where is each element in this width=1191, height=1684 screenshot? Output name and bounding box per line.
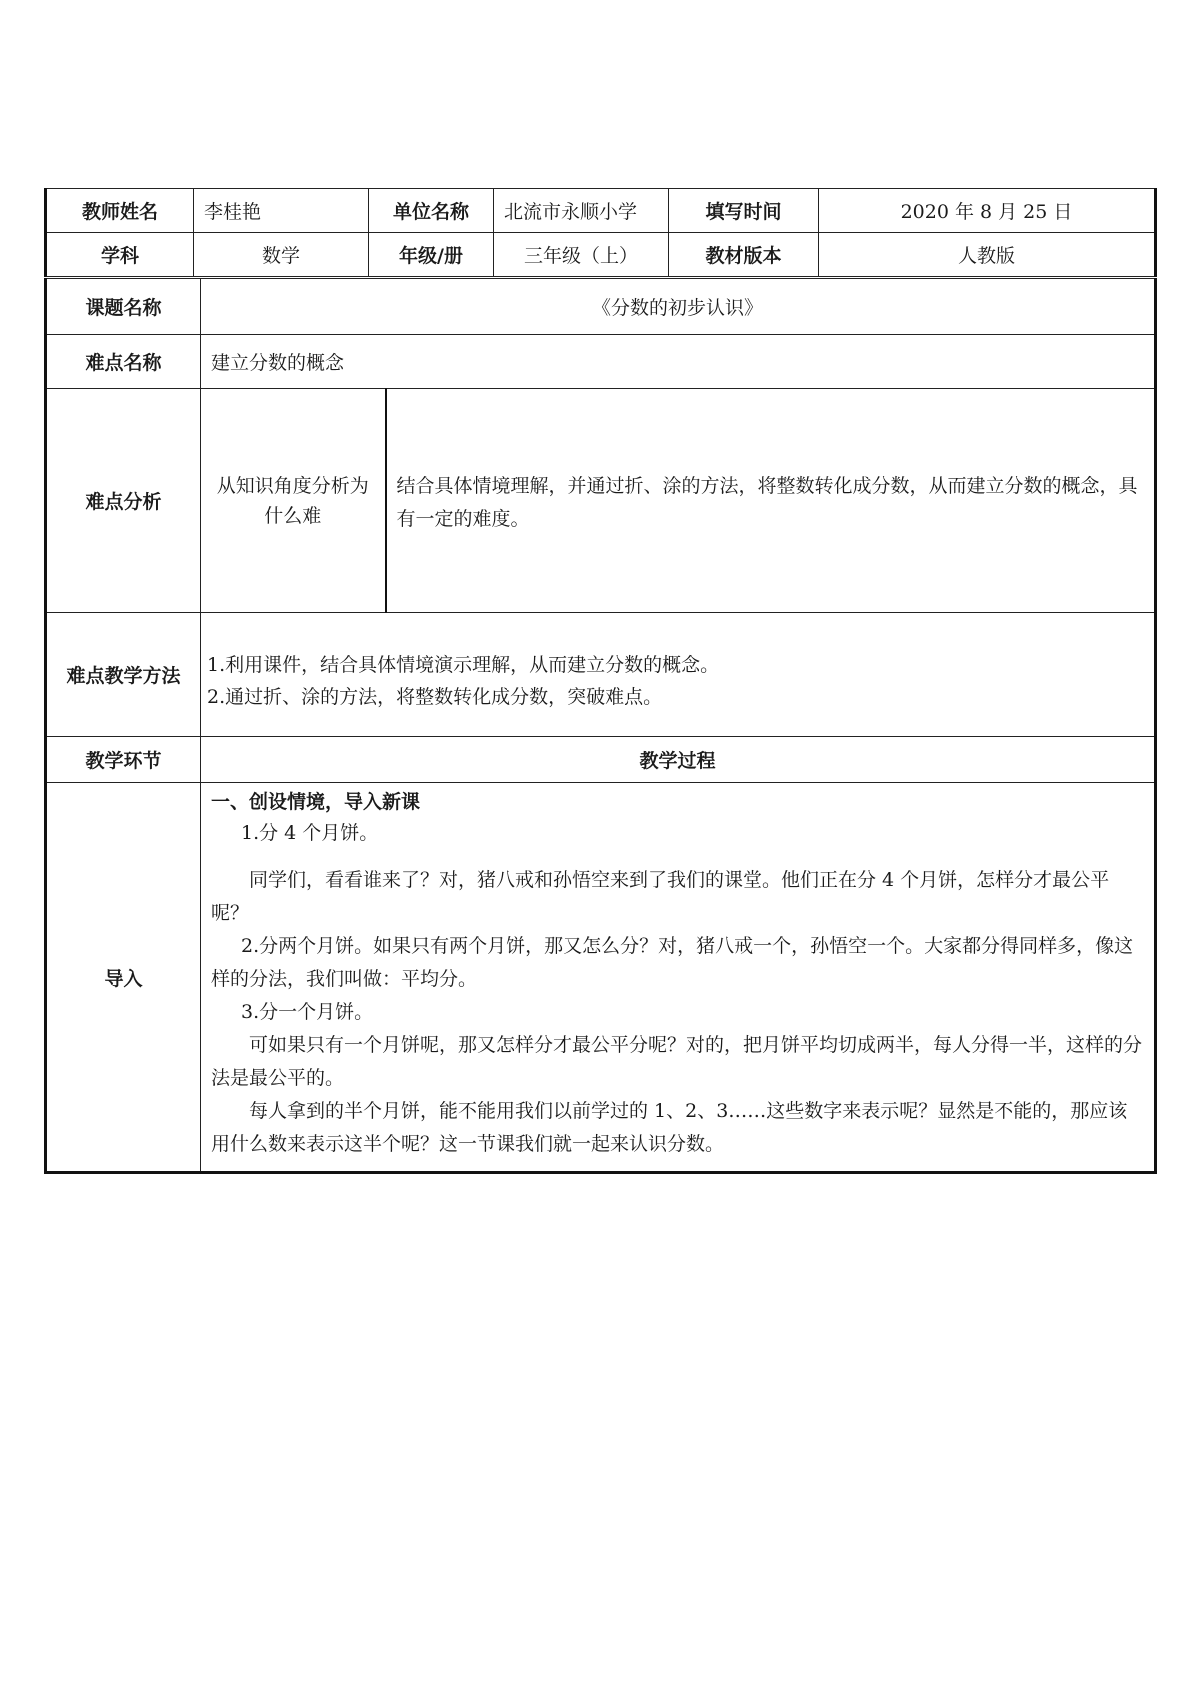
date-label: 填写时间 [669, 189, 819, 233]
method-line-1: 1.利用课件，结合具体情境演示理解，从而建立分数的概念。 [207, 654, 720, 676]
process-cell [201, 783, 1156, 1173]
method-label: 难点教学方法 [46, 613, 201, 737]
subject-value: 数学 [194, 233, 369, 277]
teacher-label: 教师姓名 [46, 189, 194, 233]
edition-value: 人教版 [819, 233, 1156, 277]
info-table [44, 188, 1157, 277]
grade-value: 三年级（上） [494, 233, 669, 277]
difficulty-value: 建立分数的概念 [201, 335, 1156, 389]
grade-label: 年级/册 [369, 233, 494, 277]
unit-value: 北流市永顺小学 [494, 189, 669, 233]
analysis-label: 难点分析 [46, 389, 201, 613]
topic-value: 《分数的初步认识》 [201, 279, 1156, 335]
step3-title: 3.分一个月饼。 [241, 1001, 374, 1023]
closing-text: 每人拿到的半个月饼，能不能用我们以前学过的 1、2、3……这些数字来表示呢？显然是不能的，那应该用什么数来表示这半个呢？这一节课我们就一起来认识分数。 [211, 1100, 1128, 1155]
teacher-value: 李桂艳 [194, 189, 369, 233]
unit-label: 单位名称 [369, 189, 494, 233]
step2-text: 2.分两个月饼。如果只有两个月饼，那又怎么分？对，猪八戒一个，孙悟空一个。大家都分得同样多，像这样的分法，我们叫做：平均分。 [211, 935, 1134, 990]
process-header: 教学过程 [201, 737, 1156, 783]
analysis-value: 结合具体情境理解，并通过折、涂的方法，将整数转化成分数，从而建立分数的概念，具有一定的难度。 [386, 389, 1156, 613]
method-cell [201, 613, 1156, 737]
stage-header: 教学环节 [46, 737, 201, 783]
difficulty-label: 难点名称 [46, 335, 201, 389]
edition-label: 教材版本 [669, 233, 819, 277]
process-heading: 一、创设情境，导入新课 [211, 791, 421, 813]
topic-label: 课题名称 [46, 279, 201, 335]
step3-text: 可如果只有一个月饼呢，那又怎样分才最公平分呢？对的，把月饼平均切成两半，每人分得一半，这样的分法是最公平的。 [211, 1034, 1143, 1089]
method-line-2: 2.通过折、涂的方法，将整数转化成分数，突破难点。 [207, 686, 663, 708]
analysis-sub-label: 从知识角度分析为什么难 [201, 389, 386, 613]
step1-title: 1.分 4 个月饼。 [241, 822, 379, 844]
subject-label: 学科 [46, 233, 194, 277]
lesson-table [44, 278, 1157, 1174]
step1-text: 同学们，看看谁来了？对，猪八戒和孙悟空来到了我们的课堂。他们正在分 4 个月饼，怎样分才最公平呢？ [211, 869, 1110, 924]
stage-name: 导入 [46, 783, 201, 1173]
date-value: 2020 年 8 月 25 日 [819, 189, 1156, 233]
